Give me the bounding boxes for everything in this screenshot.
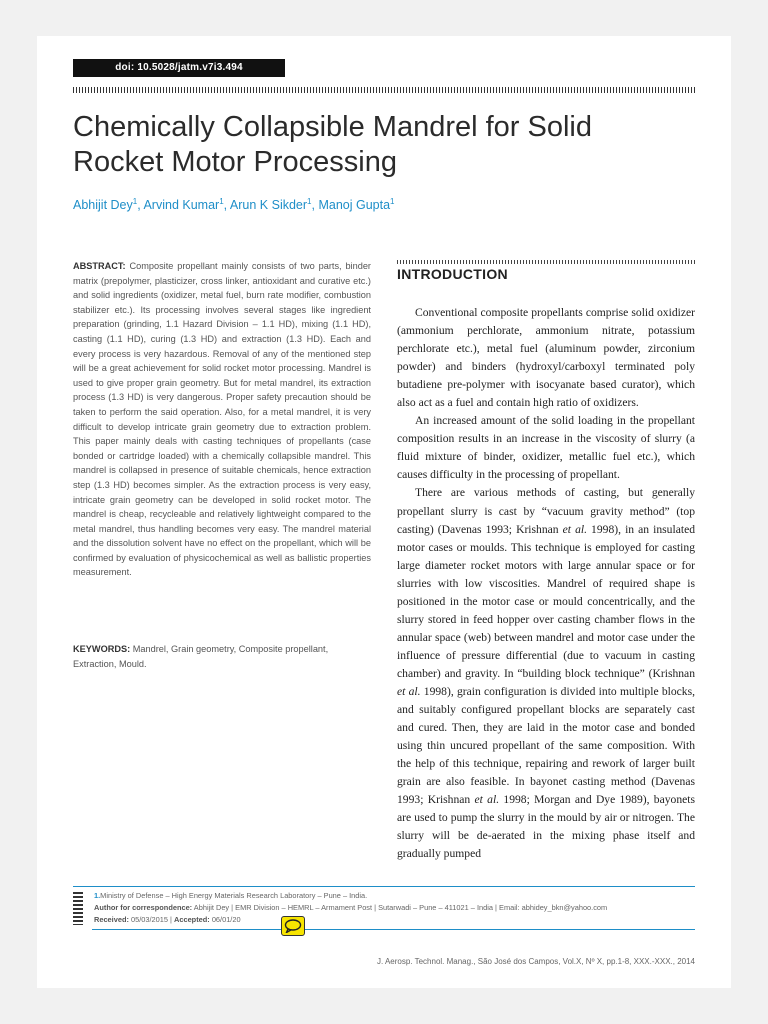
- doi-badge[interactable]: doi: 10.5028/jatm.v7i3.494: [73, 59, 285, 77]
- keywords: [73, 642, 371, 671]
- body-paragraph: There are various methods of casting, but generally propellant slurry is cast by “vacuum gravity method” (top casting) (Davenas 1993; Krishnan et al. 1998), in an insulated motor cases or moulds. This technique is employed for casting large diameter rocket motors with large annular space or for slurries with low viscosities. Mandrel of required shape is positioned in the motor case or mould concentrically, and the slurry stored in feed hopper over casting chamber flows in the annular space (web) between mandrel and motor case under the influence of pressure differential (due to vacuum in casting chamber) and gravity. In “building block technique” (Krishnan et al. 1998), grain configuration is divided into multiple blocks, and suitably configured propellant blocks are separately cast and cured. Then, they are laid in the motor case and bonded using thin uncured propellant of the same composition. With the help of this technique, repairing and rework of larger built grain are also feasible. In bayonet casting method (Davenas 1993; Krishnan et al. 1998; Morgan and Dye 1989), bayonets are used to pump the slurry in the mould by air or nitrogen. The slurry will be de-aerated in the mixing phase itself and gradually pumped: [397, 486, 696, 861]
- correspondence-note: Author for correspondence: Abhijit Dey | EMR Division – HEMRL – Armament Post | Sutarwadi – Pune – 411021 – India | Email: abhidey_bkn@yahoo.com: [94, 903, 608, 912]
- abstract: [73, 259, 371, 580]
- footnotes: [94, 890, 694, 926]
- journal-reference: J. Aerosp. Technol. Manag., São José dos Campos, Vol.X, Nº X, pp.1-8, XXX.-XXX., 2014: [376, 957, 695, 966]
- author-affiliation: 1: [219, 197, 224, 206]
- author-name[interactable]: Manoj Gupta: [318, 198, 391, 213]
- footnote-bottom-divider: [92, 929, 695, 930]
- author-name[interactable]: Abhijit Dey: [73, 198, 133, 213]
- keywords-text: Mandrel, Grain geometry, Composite propellant, Extraction, Mould.: [73, 644, 329, 669]
- dates-note: Received: 05/03/2015 | Accepted: 06/01/20: [94, 915, 241, 924]
- section-dotted-rule: [397, 260, 695, 264]
- affiliation-note: 1.Ministry of Defense – High Energy Materials Research Laboratory – Pune – India.: [94, 891, 368, 900]
- speech-bubble-icon[interactable]: [281, 916, 305, 936]
- author-name[interactable]: Arvind Kumar: [143, 198, 220, 213]
- author-affiliation: 1: [390, 197, 395, 206]
- paper-page: [37, 36, 731, 988]
- abstract-text: Composite propellant mainly consists of two parts, binder matrix (prepolymer, plasticizer, cross linker, antioxidant and curative etc.) and solid ingredients (oxidizer, metal fuel, burn rate modifier, combustion stabilizer etc.). Its processing involves several stages like ingredient preparation (grinding, 1.1 Hazard Division – 1.1 HD), mixing (1.1 HD), casting (1.1 HD), curing (1.3 HD) and extraction (1.3 HD). Each and every process is very hazardous. Removal of any of the mentioned step will be a great achievement for solid rocket motor processing. Mandrel is used to give proper grain geometry. But for metal mandrel, its extraction process (1.3 HD) is very dangerous. Proper safety precaution should be taken to perform the said operation. Also, for a metal mandrel, it is very difficult to develop intricate grain geometry due to extraction problem. This paper mainly deals with casting techniques of propellants (case bonded or cartridge loaded) with a chemically collapsible mandrel. This mandrel is collapsed in presence of suitable chemicals, hence extraction step (1.3 HD) becomes simpler. As the extraction process is very easy, intricate grain geometry can be developed in solid rocket motor. The mandrel is cheap, recycleable and relatively lightweight compared to the metal mandrel, thus handling becomes very easy. The mandrel material and the dissolution solvent have no effect on the propellant, which will be confirmed by evaluation of physicochemical as well as ballistic properties measurement.: [73, 261, 371, 578]
- author-affiliation: 1: [132, 197, 138, 206]
- footnote-divider: [73, 886, 695, 887]
- abstract-label: ABSTRACT:: [73, 261, 126, 271]
- paper-title: Chemically Collapsible Mandrel for Solid Rocket Motor Processing: [73, 111, 592, 178]
- keywords-label: KEYWORDS:: [73, 644, 131, 654]
- author-affiliation: 1: [307, 197, 312, 206]
- section-heading-introduction: INTRODUCTION: [397, 266, 508, 282]
- author-name[interactable]: Arun K Sikder: [229, 198, 308, 213]
- footnote-barcode-mark: [73, 892, 83, 925]
- author-list: Abhijit Dey$^1$, Arvind Kumar$^1$, Arun K Sikder$^1$, Manoj Gupta$^1$: [73, 197, 395, 213]
- introduction-body: [397, 304, 695, 863]
- body-paragraph: Conventional composite propellants comprise solid oxidizer (ammonium perchlorate, ammonium nitrate, potassium perchlorate etc.), metal fuel (aluminum powder, zirconium powder) and binders (hydroxyl/carboxyl terminated poly butadiene pre-polymer with isocyanate based curator), which also act as a fuel and contain high ratio of oxidizers.: [397, 306, 695, 410]
- header-barcode-rule: [73, 87, 695, 93]
- body-paragraph: An increased amount of the solid loading in the propellant composition results in an increase in the viscosity of slurry (a fluid mixture of binder, oxidizer, metallic fuel etc.), which causes difficulty in the processing of propellant.: [397, 414, 695, 482]
